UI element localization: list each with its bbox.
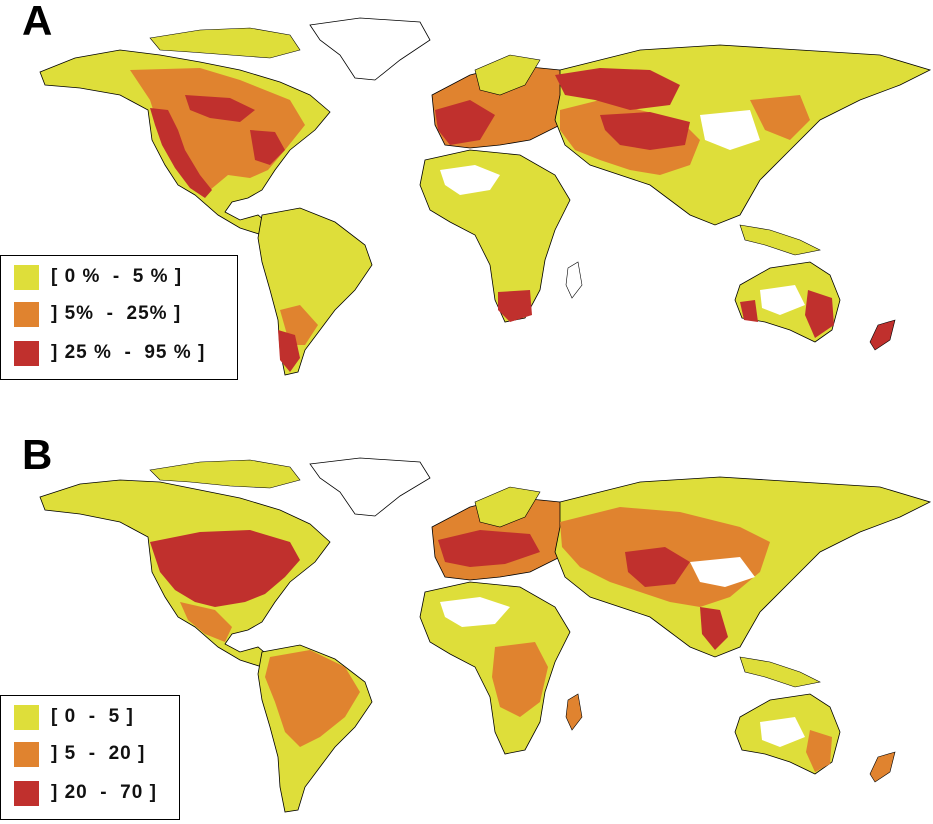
legend-item <box>14 340 205 366</box>
legend-b <box>0 695 180 820</box>
legend-label: ] 5% - 25% ] <box>51 303 182 324</box>
legend-item <box>14 741 145 767</box>
legend-label: ] 20 - 70 ] <box>51 782 157 803</box>
legend-item <box>14 301 181 327</box>
madagascar <box>566 262 582 298</box>
legend-swatch-low <box>14 265 39 290</box>
legend-item <box>14 704 134 730</box>
madagascar <box>566 694 582 730</box>
legend-swatch-high <box>14 781 39 806</box>
legend-swatch-low <box>14 705 39 730</box>
new-zealand <box>870 320 895 350</box>
arctic-islands <box>150 460 300 488</box>
new-zealand <box>870 752 895 782</box>
legend-label: ] 25 % - 95 % ] <box>51 342 206 363</box>
legend-item <box>14 780 157 806</box>
legend-item <box>14 264 182 290</box>
legend-label: ] 5 - 20 ] <box>51 743 146 764</box>
greenland-outline <box>310 458 430 516</box>
greenland-outline <box>310 18 430 80</box>
legend-swatch-high <box>14 341 39 366</box>
legend-swatch-mid <box>14 742 39 767</box>
map-panel-b <box>0 412 933 824</box>
southeast-asia-islands <box>740 225 820 255</box>
legend-label: [ 0 - 5 ] <box>51 706 134 727</box>
panel-label-b: B <box>22 431 53 478</box>
legend-swatch-mid <box>14 302 39 327</box>
southeast-asia-islands <box>740 657 820 687</box>
legend-a <box>0 255 238 380</box>
panel-label-a: A <box>22 0 53 44</box>
australia-west-high <box>740 300 758 322</box>
arctic-islands <box>150 28 300 58</box>
south-america-region <box>258 208 372 375</box>
legend-label: [ 0 % - 5 % ] <box>51 266 183 287</box>
